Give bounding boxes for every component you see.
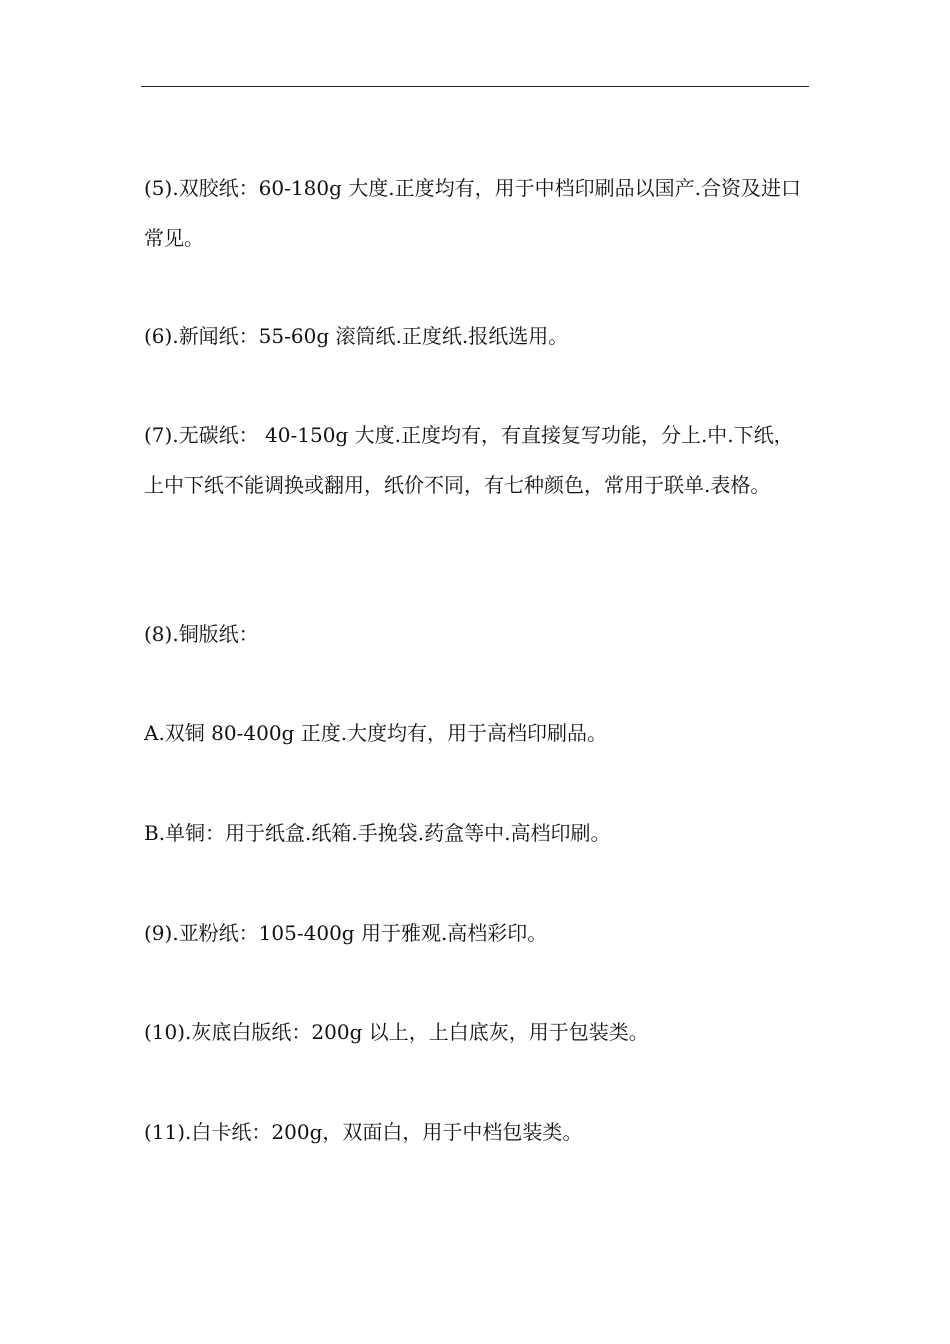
paragraph-grey-back-board: (10).灰底白版纸：200g 以上，上白底灰，用于包装类。: [144, 1020, 649, 1044]
paragraph-newsprint: (6).新闻纸：55-60g 滚筒纸.正度纸.报纸选用。: [144, 324, 569, 348]
paragraph-white-card: (11).白卡纸：200g，双面白，用于中档包装类。: [144, 1120, 583, 1144]
header-rule: [141, 86, 809, 87]
paragraph-carbonless-paper: (7).无碳纸： 40-150g 大度.正度均有，有直接复写功能，分上.中.下纸，上中下纸不能调换或翻用，纸价不同，有七种颜色，常用于联单.表格。: [144, 423, 794, 497]
paragraph-single-coated: B.单铜：用于纸盒.纸箱.手挽袋.药盒等中.高档印刷。: [144, 821, 611, 845]
paragraph-matte-paper: (9).亚粉纸：105-400g 用于雅观.高档彩印。: [144, 921, 548, 945]
paragraph-double-coated: A.双铜 80-400g 正度.大度均有，用于高档印刷品。: [144, 721, 608, 745]
paragraph-coated-paper-heading: (8).铜版纸：: [144, 622, 259, 646]
paragraph-shuangjiao-paper: (5).双胶纸：60-180g 大度.正度均有，用于中档印刷品以国产.合资及进口常见。: [144, 176, 801, 250]
